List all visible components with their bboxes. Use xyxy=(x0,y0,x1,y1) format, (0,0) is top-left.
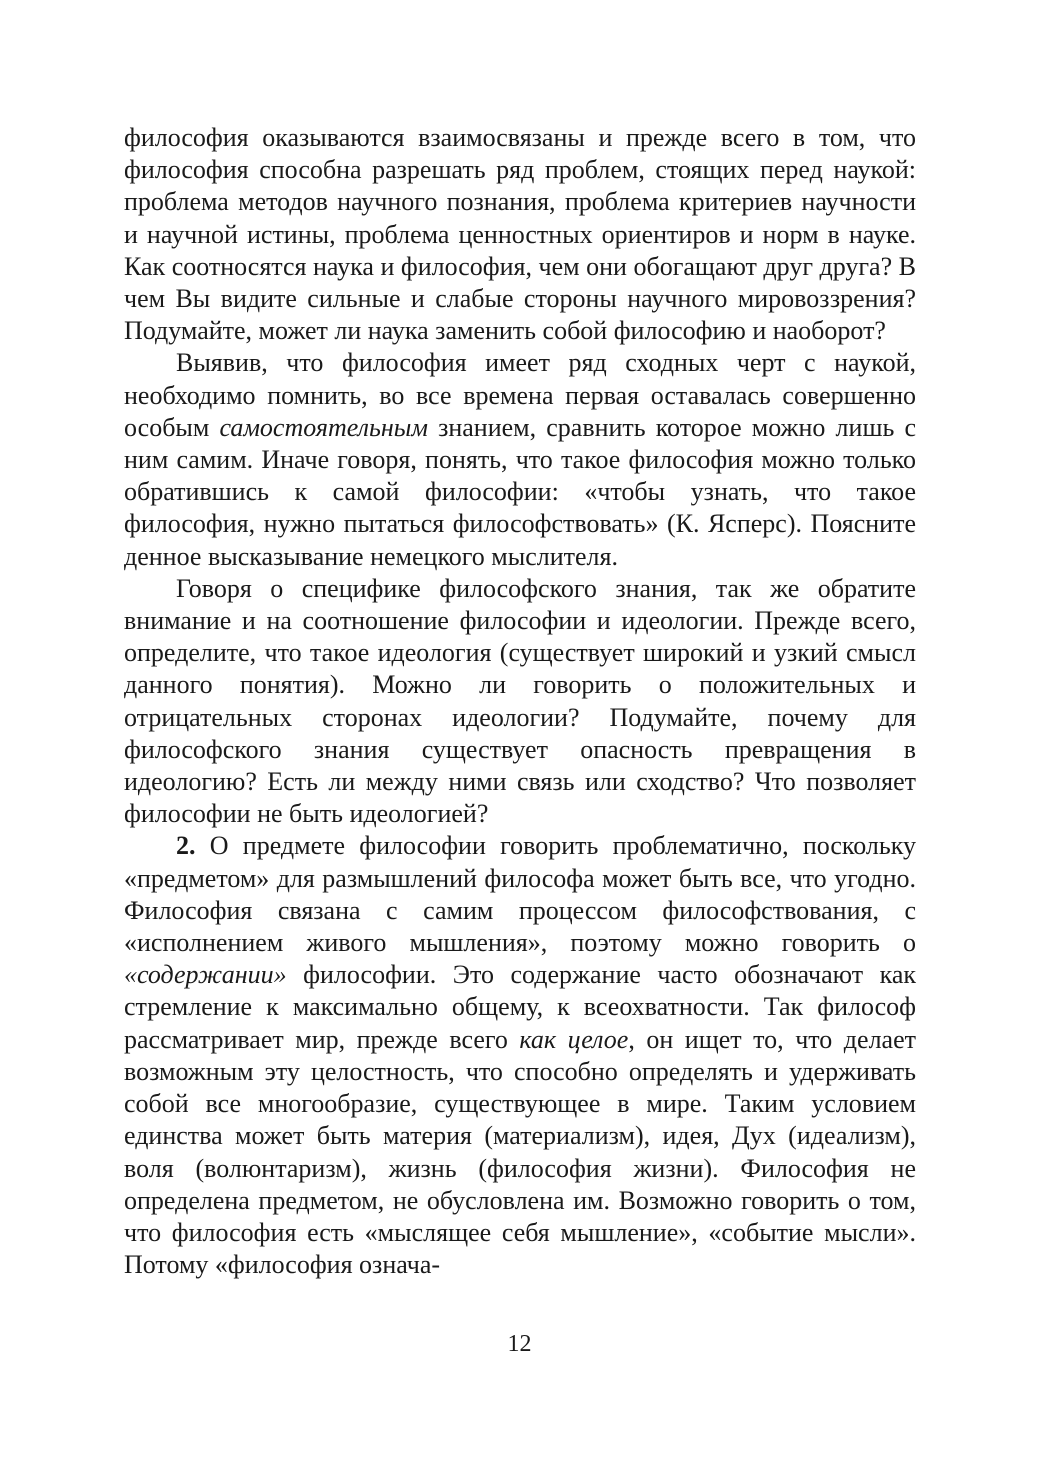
paragraph-1-text: философия оказываются взаимосвязаны и прежде всего в том, что философия способна разрешать ряд проблем, стоящих перед наукой: проблема методов научного познания, проблема критериев научности и научной истины, проблема ценностных ориентиров и норм в науке. Как соотносятся наука и философия, чем они обогащают друг друга? В чем Вы видите сильные и слабые стороны научного мировоззрения? Подумайте, может ли наука заменить собой философию и наоборот? xyxy=(124,123,916,346)
page-number: 12 xyxy=(507,1331,532,1357)
paragraph-2-italic-term: самостоятельным xyxy=(219,412,428,442)
paragraph-4-text-c: , он ищет то, что делает возможным эту целостность, что способно определять и удерживать собой все многообразие, существующее в мире. Таким условием единства может быть материя (материализм), идея, Дух (идеализм), воля (волюнтаризм), жизнь (философия жизни). Философия не определена предметом, не обусловлена им. Возможно говорить о том, что философия есть «мыслящее себя мышление», «событие мысли». Потому «философия означа- xyxy=(124,1024,916,1280)
paragraph-3-text: Говоря о специфике философского знания, так же обратите внимание и на соотношение философии и идеологии. Прежде всего, определите, что такое идеология (существует широкий и узкий смысл данного понятия). Можно ли говорить о положительных и отрицательных сторонах идеологии? Подумайте, почему для философского знания существует опасность превращения в идеологию? Есть ли между ними связь или сходство? Что позволяет философии не быть идеологией? xyxy=(124,573,916,829)
paragraph-4-text-a: О предмете философии говорить проблематично, поскольку «предметом» для размышлений философа может быть все, что угодно. Философия связана с самим процессом философствования, с «исполнением живого мышления», поэтому можно говорить о xyxy=(124,831,916,958)
paragraph-4 xyxy=(124,830,916,1281)
paragraph-4-text-b: философии. Это содержание часто обозначают как стремление к максимально общему, к всеохватности. Так философ рассматривает мир, прежде всего xyxy=(124,960,916,1054)
paragraph-4-italic-term-2: как целое xyxy=(519,1024,629,1054)
paragraph-2-text-a: Выявив, что философия имеет ряд сходных черт с наукой, необходимо помнить, во все времена первая оставалась совершенно особым xyxy=(124,348,916,442)
paragraph-3 xyxy=(124,573,916,831)
page-body xyxy=(124,122,916,1281)
paragraph-2-text-b: знанием, сравнить которое можно лишь с ним самим. Иначе говоря, понять, что такое философия можно только обратившись к самой философии: «чтобы узнать, что такое философия, нужно пытаться философствовать» (К. Ясперс). Поясните денное высказывание немецкого мыслителя. xyxy=(124,412,916,571)
paragraph-1 xyxy=(124,122,916,347)
section-number: 2. xyxy=(176,831,196,861)
paragraph-2 xyxy=(124,347,916,572)
paragraph-4-italic-term-1: «содержании» xyxy=(124,960,287,990)
